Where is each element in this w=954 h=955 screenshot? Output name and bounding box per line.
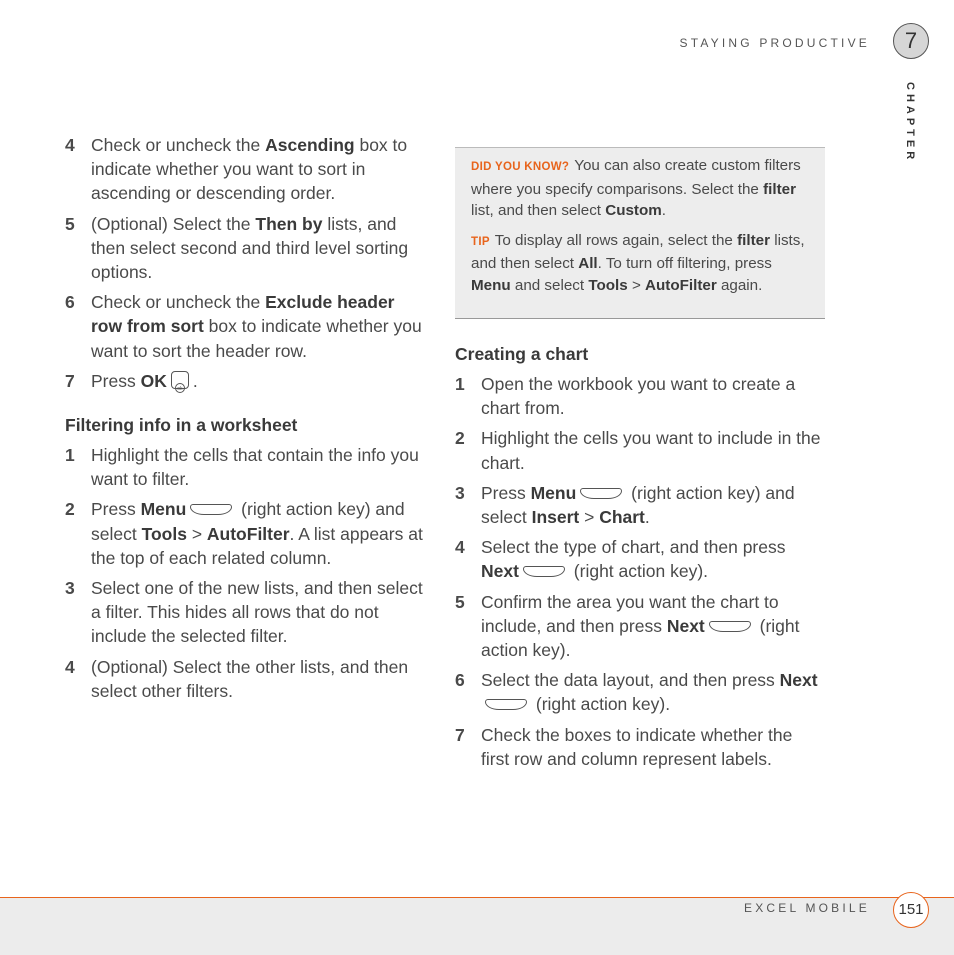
- note-text: again.: [716, 276, 763, 294]
- chapter-label: CHAPTER: [904, 82, 916, 164]
- note-bold: AutoFilter: [645, 276, 717, 294]
- note-text: >: [627, 276, 646, 294]
- step-number: 2: [65, 499, 75, 520]
- section-title: STAYING PRODUCTIVE: [679, 36, 870, 50]
- filter-step-4: [65, 655, 430, 703]
- step-text: (right action key) and select: [481, 482, 795, 528]
- step-bold: Next: [666, 615, 705, 636]
- step-bold: Menu: [140, 499, 187, 520]
- step-text: Press: [481, 482, 531, 503]
- page-number-badge: 151: [893, 892, 929, 928]
- step-bold: Tools: [141, 523, 187, 544]
- chart-step-2: [455, 426, 825, 474]
- note-text: .: [661, 202, 666, 219]
- step-text: >: [579, 507, 600, 528]
- step-text: (right action key) and select: [91, 499, 405, 544]
- chart-step-1: [455, 372, 825, 420]
- chart-step-4: [455, 535, 825, 583]
- sort-step-4: [65, 133, 430, 206]
- step-text: Press: [91, 499, 141, 520]
- note-text: lists, and then select: [471, 231, 805, 272]
- step-text: Select the type of chart, and then press: [481, 537, 786, 558]
- did-you-know-note: [471, 155, 811, 222]
- step-text: Check or uncheck the: [91, 292, 266, 313]
- right-action-key-icon: [580, 488, 622, 499]
- note-bold: All: [578, 255, 598, 272]
- chapter-number-badge: 7: [893, 23, 929, 59]
- sort-step-5: [65, 212, 430, 285]
- step-bold: AutoFilter: [206, 523, 290, 544]
- note-bold: filter: [763, 180, 796, 198]
- tip-tag: TIP: [471, 235, 490, 248]
- filter-step-3: [65, 576, 430, 649]
- right-action-key-icon: [709, 621, 751, 632]
- sort-step-6: [65, 290, 430, 363]
- step-text: Select the data layout, and then press: [481, 670, 780, 691]
- step-text: . A list appears at the top of each related column.: [91, 523, 423, 568]
- step-number: 3: [455, 482, 465, 503]
- tip-note: [471, 230, 811, 297]
- step-number: 5: [455, 591, 465, 612]
- step-number: 7: [455, 724, 465, 745]
- sort-step-7: [65, 369, 430, 393]
- step-number: 1: [455, 374, 465, 394]
- step-text: Check the boxes to indicate whether the first row and column represent labels.: [481, 724, 793, 769]
- step-number: 7: [65, 370, 75, 391]
- right-action-key-icon: [190, 504, 232, 515]
- right-column: [455, 342, 825, 777]
- step-text: Confirm the area you want the chart to include, and then press: [481, 591, 779, 636]
- step-number: 6: [65, 292, 75, 313]
- step-text: (right action key).: [481, 615, 800, 661]
- step-text: Highlight the cells you want to include in the chart.: [481, 428, 821, 473]
- note-bold: Menu: [471, 276, 511, 294]
- step-bold: Menu: [530, 482, 577, 503]
- filter-step-2: [65, 497, 430, 570]
- step-number: 4: [65, 135, 75, 155]
- step-bold: Then by: [255, 213, 323, 234]
- chart-step-7: [455, 723, 825, 771]
- step-number: 4: [65, 656, 75, 677]
- step-bold: Ascending: [265, 135, 355, 155]
- chart-step-6: [455, 668, 825, 716]
- step-number: 5: [65, 213, 75, 234]
- step-bold: Exclude header row from sort: [91, 292, 395, 337]
- note-text: You can also create custom filters where you specify comparisons. Select the: [471, 157, 801, 198]
- footer-title: EXCEL MOBILE: [744, 901, 870, 915]
- step-text: Highlight the cells that contain the info you want to filter.: [91, 445, 419, 490]
- did-you-know-tag: DID YOU KNOW?: [471, 161, 570, 173]
- step-number: 1: [65, 445, 75, 466]
- step-number: 2: [455, 428, 465, 449]
- step-text: Open the workbook you want to create a chart from.: [481, 374, 796, 419]
- note-text: To display all rows again, select the: [494, 231, 738, 249]
- right-action-key-icon: [523, 566, 565, 577]
- step-text: Select one of the new lists, and then select a filter. This hides all rows that do not include the selected filter.: [91, 578, 423, 647]
- note-text: . To turn off filtering, press: [597, 255, 772, 272]
- right-action-key-icon: [485, 699, 527, 710]
- note-bold: Custom: [605, 202, 662, 219]
- step-text: (right action key).: [568, 561, 709, 582]
- step-number: 6: [455, 670, 465, 691]
- note-bold: Tools: [588, 276, 628, 294]
- step-bold: OK: [140, 370, 167, 391]
- step-text: Press: [91, 370, 141, 391]
- left-column: [65, 133, 430, 709]
- step-text: >: [186, 523, 207, 544]
- step-number: 3: [65, 578, 75, 599]
- step-text: lists, and then select second and third level sorting options.: [91, 213, 409, 283]
- step-bold: Next: [481, 561, 519, 582]
- ok-key-icon: ok: [171, 371, 189, 389]
- note-bold: filter: [737, 231, 770, 249]
- step-bold: Next: [779, 670, 818, 691]
- step-text: box to indicate whether you want to sort in ascending or descending order.: [91, 135, 408, 204]
- step-text: .: [644, 507, 650, 528]
- step-text: Check or uncheck the: [91, 135, 266, 155]
- step-text: (Optional) Select the other lists, and then select other filters.: [91, 656, 409, 701]
- step-text: (right action key).: [531, 694, 671, 715]
- step-text: box to indicate whether you want to sort the header row.: [91, 316, 422, 361]
- tip-box: [455, 147, 825, 319]
- creating-chart-heading: Creating a chart: [455, 344, 589, 364]
- step-number: 4: [455, 537, 465, 558]
- chart-step-5: [455, 590, 825, 663]
- filtering-heading: Filtering info in a worksheet: [65, 415, 298, 436]
- chart-step-3: [455, 481, 825, 529]
- step-bold: Chart: [599, 507, 645, 528]
- note-text: and select: [510, 276, 589, 294]
- note-text: list, and then select: [471, 202, 606, 219]
- step-text: (Optional) Select the: [91, 213, 256, 234]
- step-text: .: [192, 370, 198, 391]
- filter-step-1: [65, 443, 430, 491]
- step-bold: Insert: [531, 507, 580, 528]
